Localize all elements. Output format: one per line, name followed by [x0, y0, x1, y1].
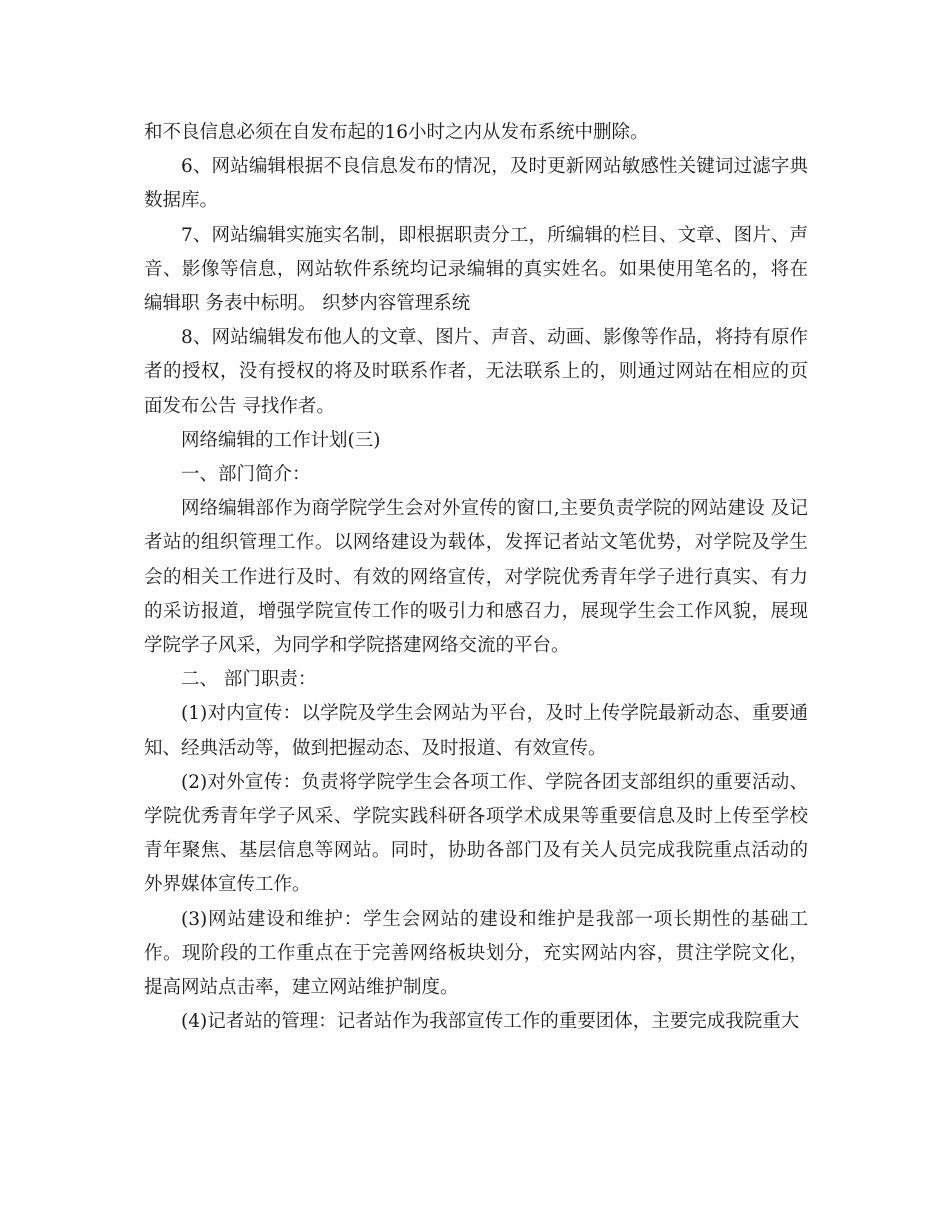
document-body [144, 116, 808, 1039]
paragraph-duty-4: (4)记者站的管理：记者站作为我部宣传工作的重要团体，主要完成我院重大 [181, 1011, 800, 1033]
paragraph-department-intro: 网络编辑部作为商学院学生会对外宣传的窗口,主要负责学院的网站建设 及记者站的组织管理工作。以网络建设为载体，发挥记者站文笔优势，对学院及学生会的相关工作进行及时、有效的网络宣传，对学院优秀青年学子进行真实、有力的采访报道，增强学院宣传工作的吸引力和感召力，展现学生会工作风貌，展现学院学子风采，为同学和学院搭建网络交流的平台。 [144, 498, 808, 657]
paragraph-item-6: 6、网站编辑根据不良信息发布的情况，及时更新网站敏感性关键词过滤字典数据库。 [144, 156, 808, 212]
paragraph-duty-2: (2)对外宣传：负责将学院学生会各项工作、学院各团支部组织的重要活动、学院优秀青年学子风采、学院实践科研各项学术成果等重要信息及时上传至学校青年聚焦、基层信息等网站。同时，协助各部门及有关人员完成我院重点活动的外界媒体宣传工作。 [144, 771, 808, 896]
heading-department-intro: 一、部门简介： [181, 464, 311, 486]
paragraph-continuation: 和不良信息必须在自发布起的16小时之内从发布系统中删除。 [144, 122, 649, 143]
heading-department-duties: 二、 部门职责： [181, 669, 317, 691]
paragraph-item-7: 7、网站编辑实施实名制，即根据职责分工，所编辑的栏目、文章、图片、声音、影像等信息，网站软件系统均记录编辑的真实姓名。如果使用笔名的，将在编辑职 务表中标明。 织梦内容管理系统 [144, 224, 808, 315]
paragraph-item-8: 8、网站编辑发布他人的文章、图片、声音、动画、影像等作品，将持有原作者的授权，没有授权的将及时联系作者，无法联系上的，则通过网站在相应的页面发布公告 寻找作者。 [144, 327, 808, 417]
paragraph-duty-3: (3)网站建设和维护：学生会网站的建设和维护是我部一项长期性的基础工作。现阶段的工作重点在于完善网络板块划分，充实网站内容，贯注学院文化，提高网站点击率，建立网站维护制度。 [144, 908, 808, 999]
section-title: 网络编辑的工作计划(三) [181, 429, 381, 451]
paragraph-duty-1: (1)对内宣传：以学院及学生会网站为平台，及时上传学院最新动态、重要通知、经典活动等，做到把握动态、及时报道、有效宣传。 [144, 703, 808, 759]
